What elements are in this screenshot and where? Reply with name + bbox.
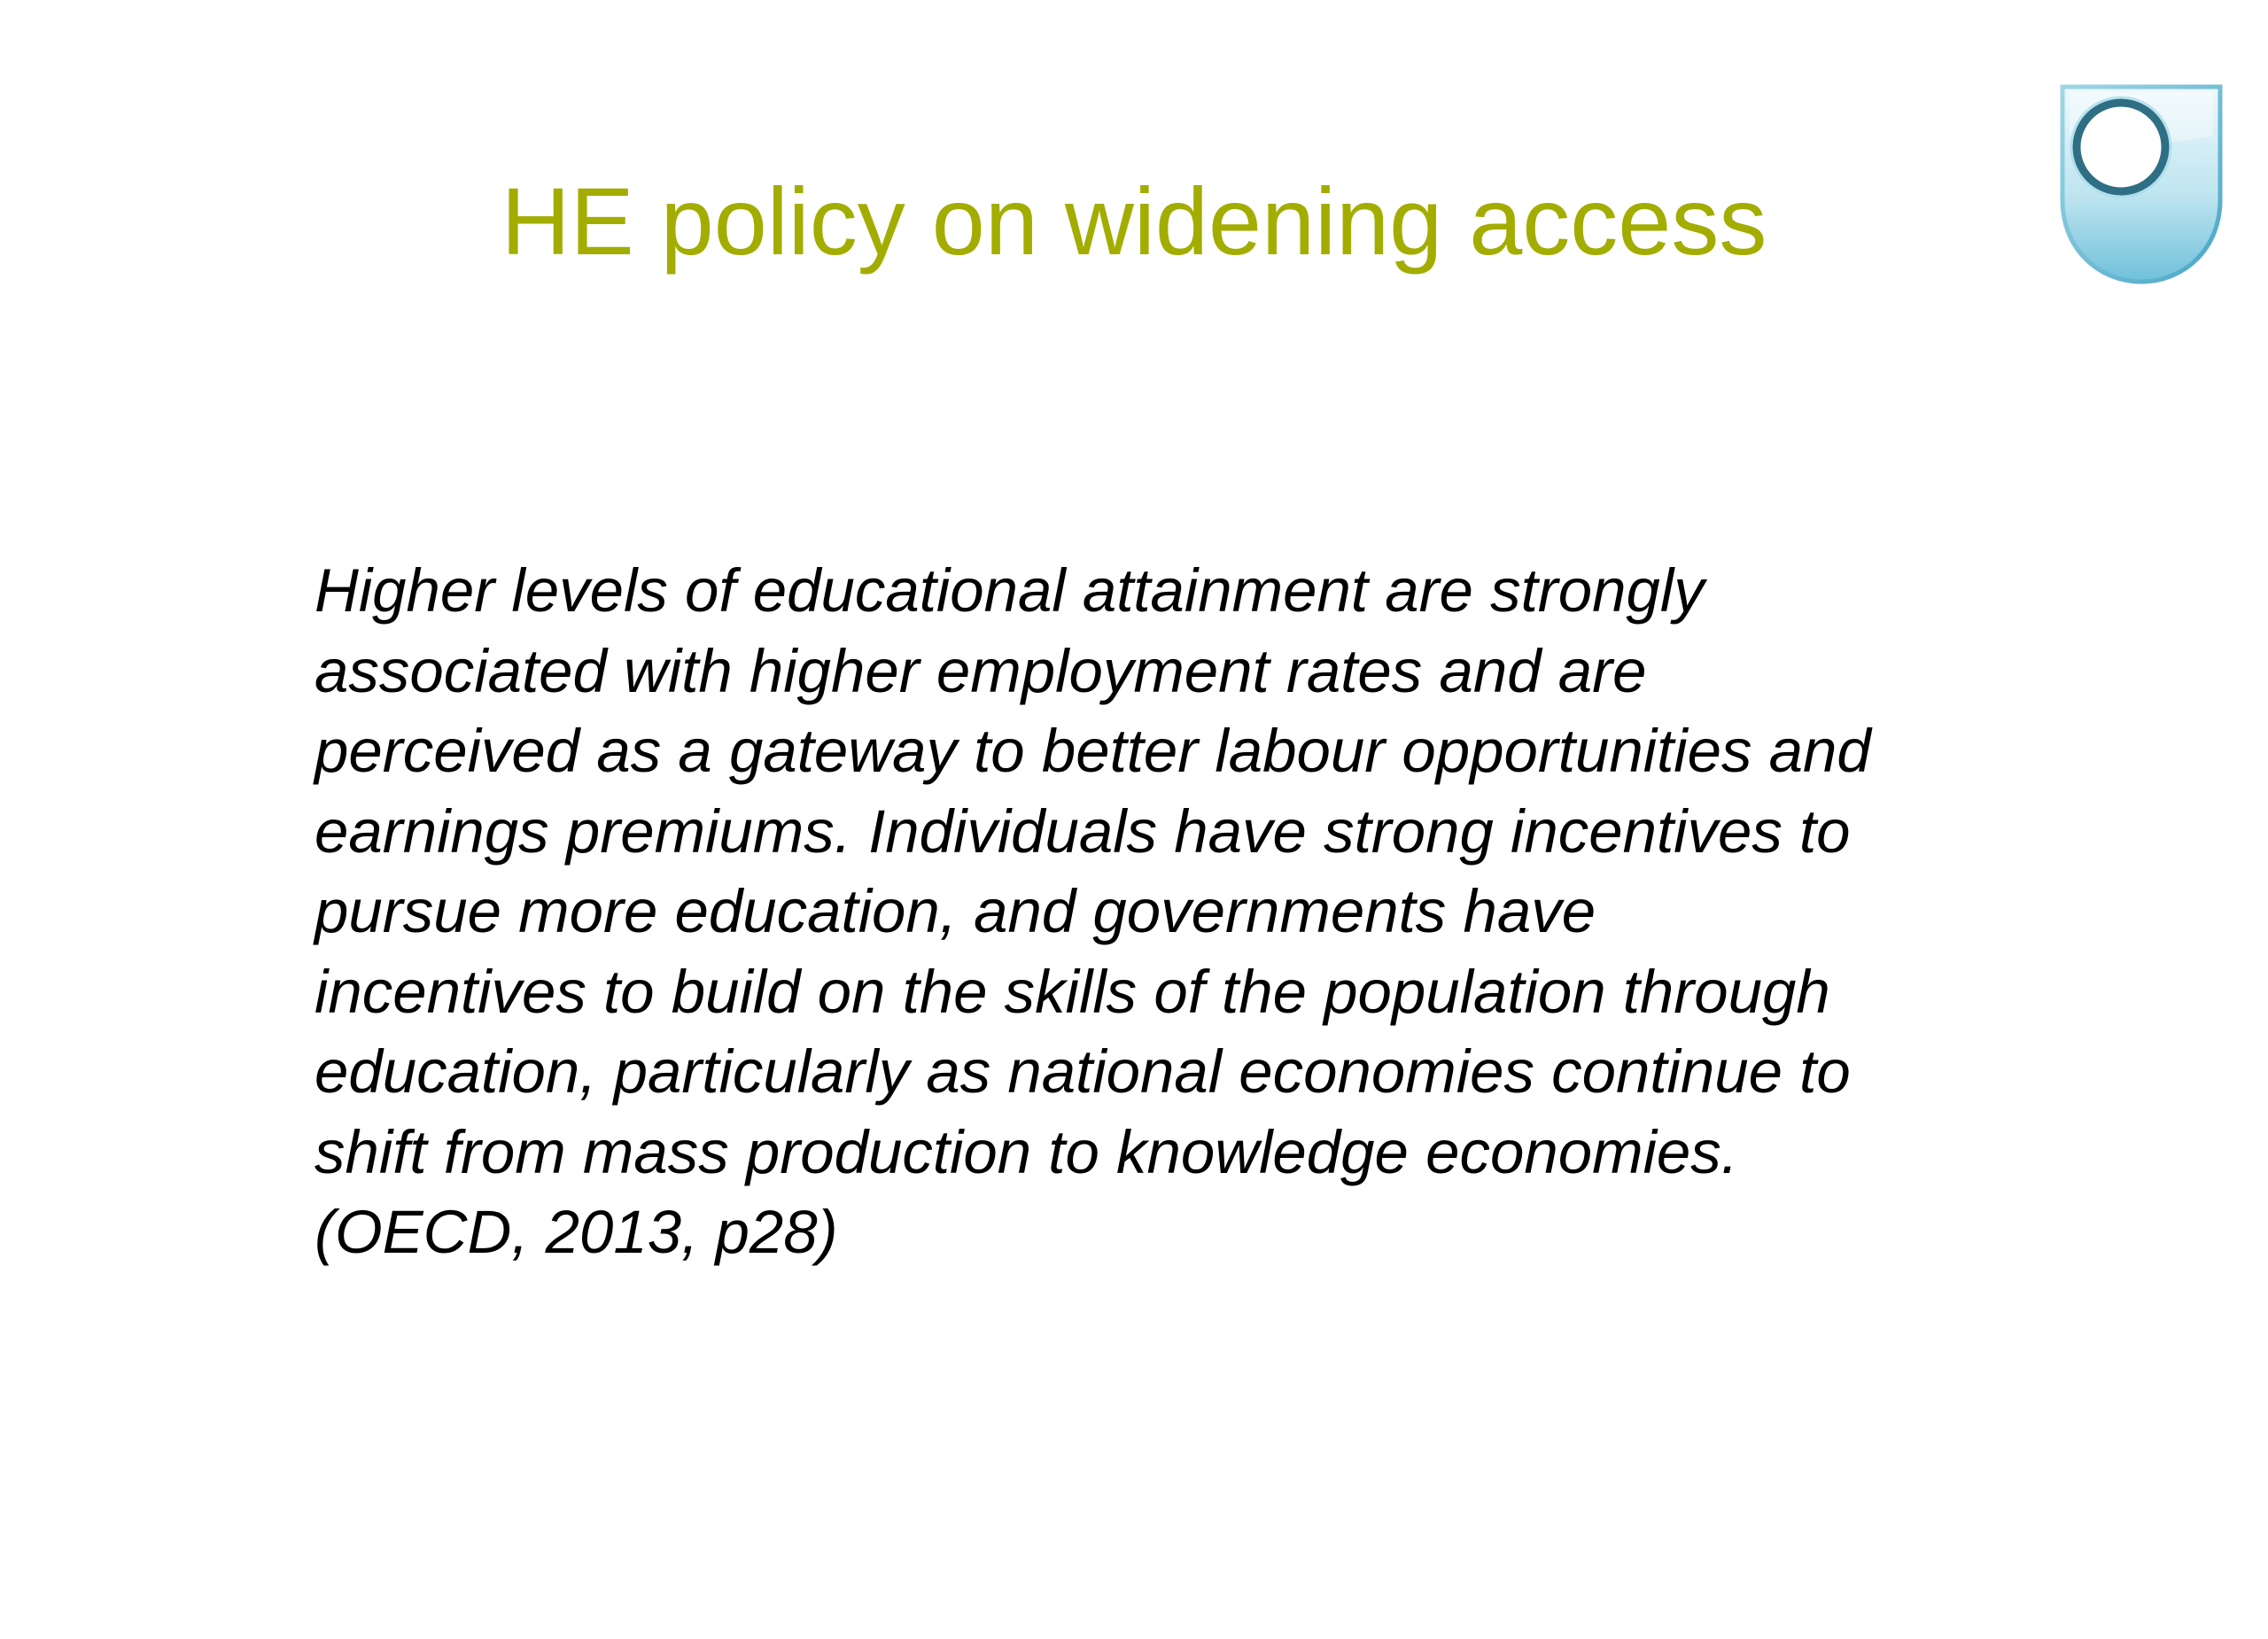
quote-text: [315, 551, 1871, 1273]
quote-line: Higher levels of educational attainment are strongly: [315, 556, 1705, 625]
quote-line: perceived as a gateway to better labour opportunities and: [315, 717, 1871, 785]
quote-line: education, particularly as national economies continue to: [315, 1037, 1851, 1106]
quote-line: incentives to build on the skills of the population through: [315, 957, 1830, 1026]
quote-citation: (OECD, 2013, p28): [315, 1198, 838, 1266]
quote-line: associated with higher employment rates and are: [315, 636, 1647, 705]
slide-title: HE policy on widening access: [501, 167, 1767, 275]
quote-line: pursue more education, and governments have: [315, 877, 1596, 945]
quote-line: earnings premiums. Individuals have strong incentives to: [315, 796, 1851, 866]
quote-line: shift from mass production to knowledge economies.: [315, 1117, 1738, 1186]
